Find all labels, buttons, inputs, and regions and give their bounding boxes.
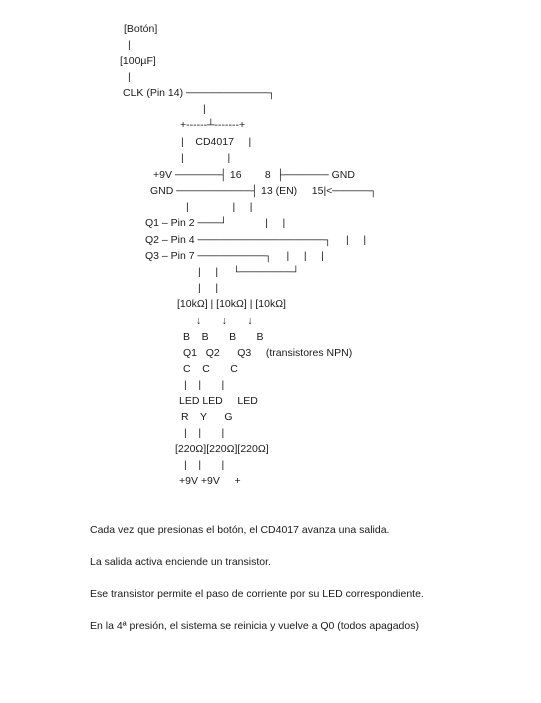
diagram-line: Q3 – Pin 7 ─────────┐ | | | xyxy=(145,250,324,262)
diagram-line: | | xyxy=(181,152,231,164)
diagram-line: | | └───────┘ xyxy=(198,266,300,278)
diagram-line: [220Ω][220Ω][220Ω] xyxy=(175,443,269,455)
diagram-line: | xyxy=(203,103,206,115)
diagram-line: | | | xyxy=(184,459,225,471)
diagram-line: | xyxy=(128,39,131,51)
diagram-line: B B B B xyxy=(183,331,264,343)
diagram-line: | | | xyxy=(184,427,225,439)
diagram-line: | | xyxy=(198,282,219,294)
diagram-line: Q2 – Pin 4 ─────────────────┐ | | xyxy=(145,234,367,246)
diagram-line: +9V +9V + xyxy=(179,475,241,487)
diagram-line: Q1 – Pin 2 ───┘ | | xyxy=(145,217,286,229)
paragraph: Cada vez que presionas el botón, el CD4017 avanza una salida. xyxy=(90,524,390,536)
diagram-line: | xyxy=(128,71,131,83)
diagram-line: [10kΩ] | [10kΩ] | [10kΩ] xyxy=(177,298,286,310)
diagram-line: GND ──────────┤ 13 (EN) 15|<─────┐ xyxy=(150,185,377,197)
diagram-line: +------┴-------+ xyxy=(180,119,246,131)
diagram-line: [Botón] xyxy=(124,23,158,35)
diagram-line: CLK (Pin 14) ───────────┐ xyxy=(123,87,276,99)
diagram-line: LED LED LED xyxy=(179,395,258,407)
diagram-line: | | | xyxy=(184,379,225,391)
paragraph: En la 4ª presión, el sistema se reinicia y vuelve a Q0 (todos apagados) xyxy=(90,620,419,632)
diagram-line: Q1 Q2 Q3 (transistores NPN) xyxy=(183,347,353,359)
diagram-line: | | | xyxy=(186,201,253,213)
diagram-line: | CD4017 | xyxy=(181,136,252,148)
diagram-line: [100µF] xyxy=(120,55,156,67)
paragraph: Ese transistor permite el paso de corriente por su LED correspondiente. xyxy=(90,588,424,600)
diagram-line: +9V ──────┤ 16 8 ├────── GND xyxy=(153,169,355,181)
diagram-line: R Y G xyxy=(181,411,233,423)
diagram-line: ↓ ↓ ↓ xyxy=(196,315,253,327)
paragraph: La salida activa enciende un transistor. xyxy=(90,556,271,568)
diagram-line: C C C xyxy=(183,363,238,375)
